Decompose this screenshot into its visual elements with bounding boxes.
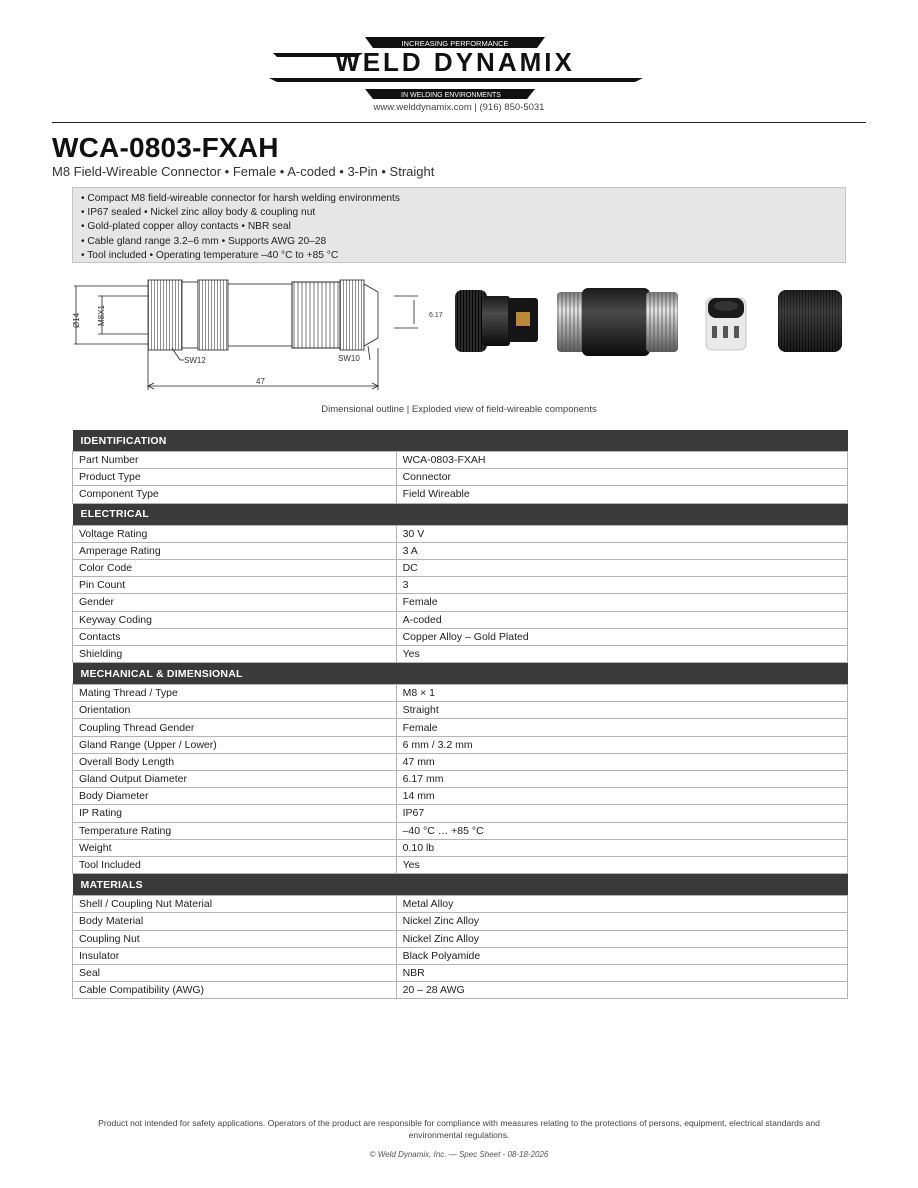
- spec-row: [73, 469, 848, 486]
- spec-row: [73, 982, 848, 999]
- spec-row: [73, 702, 848, 719]
- spec-value: Female: [396, 594, 847, 611]
- spec-label: Temperature Rating: [73, 822, 397, 839]
- spec-label: Coupling Thread Gender: [73, 719, 397, 736]
- spec-label: Body Material: [73, 913, 397, 930]
- dimensional-drawing: [74, 280, 418, 390]
- spec-row: [73, 947, 848, 964]
- spec-value: M8 × 1: [396, 685, 847, 702]
- spec-row: [73, 753, 848, 770]
- spec-row: [73, 685, 848, 702]
- spec-row: [73, 771, 848, 788]
- spec-value: DC: [396, 559, 847, 576]
- figure-caption: Dimensional outline | Exploded view of field-wireable components: [321, 404, 597, 415]
- spec-value: Straight: [396, 702, 847, 719]
- feature-item: • Cable gland range 3.2–6 mm • Supports AWG 20–28: [81, 235, 327, 247]
- spec-value: Yes: [396, 645, 847, 662]
- gland-insert-part: [706, 298, 746, 350]
- spec-row: [73, 628, 848, 645]
- spec-value: NBR: [396, 964, 847, 981]
- dim-diameter-label: Ø14: [72, 312, 81, 328]
- svg-text:IN WELDING ENVIRONMENTS: IN WELDING ENVIRONMENTS: [401, 92, 501, 99]
- spec-label: Insulator: [73, 947, 397, 964]
- spec-label: Keyway Coding: [73, 611, 397, 628]
- spec-value: 0.10 lb: [396, 839, 847, 856]
- spec-label: Seal: [73, 964, 397, 981]
- spec-label: Color Code: [73, 559, 397, 576]
- page-header: [0, 0, 918, 122]
- part-number-title: WCA-0803-FXAH: [52, 132, 279, 163]
- gland-nut-part: [778, 290, 842, 352]
- spec-value: A-coded: [396, 611, 847, 628]
- spec-row: [73, 542, 848, 559]
- spec-value: Metal Alloy: [396, 896, 847, 913]
- spec-label: Product Type: [73, 469, 397, 486]
- spec-value: Nickel Zinc Alloy: [396, 930, 847, 947]
- connector-head-part: [455, 290, 538, 352]
- spec-label: Gland Output Diameter: [73, 771, 397, 788]
- spec-label: Shell / Coupling Nut Material: [73, 896, 397, 913]
- spec-row: [73, 486, 848, 503]
- spec-label: Orientation: [73, 702, 397, 719]
- spec-row: [73, 822, 848, 839]
- spec-row: [73, 788, 848, 805]
- contact-line: www.welddynamix.com | (916) 850-5031: [373, 102, 545, 113]
- spec-row: [73, 719, 848, 736]
- spec-label: Tool Included: [73, 856, 397, 873]
- spec-value: Yes: [396, 856, 847, 873]
- spec-label: Pin Count: [73, 577, 397, 594]
- spec-label: Shielding: [73, 645, 397, 662]
- product-figure: [72, 268, 848, 400]
- section-header: [73, 874, 848, 896]
- exploded-components: [455, 288, 842, 356]
- phone-number: (916) 850-5031: [479, 102, 545, 113]
- spec-label: Gland Range (Upper / Lower): [73, 736, 397, 753]
- spec-row: [73, 930, 848, 947]
- spec-value: 6 mm / 3.2 mm: [396, 736, 847, 753]
- spec-value: –40 °C … +85 °C: [396, 822, 847, 839]
- spec-row: [73, 913, 848, 930]
- spec-row: [73, 452, 848, 469]
- spec-value: 20 – 28 AWG: [396, 982, 847, 999]
- spec-row: [73, 856, 848, 873]
- svg-text:INCREASING PERFORMANCE: INCREASING PERFORMANCE: [401, 39, 509, 48]
- section-header: [73, 430, 848, 452]
- section-title: IDENTIFICATION: [73, 430, 848, 452]
- spec-row: [73, 611, 848, 628]
- spec-label: Gender: [73, 594, 397, 611]
- section-header: [73, 663, 848, 685]
- copyright-line: © Weld Dynamix, Inc. — Spec Sheet - 08-18-2026: [369, 1150, 549, 1159]
- feature-item: • Gold-plated copper alloy contacts • NBR seal: [81, 221, 291, 233]
- spec-row: [73, 645, 848, 662]
- spec-value: 3 A: [396, 542, 847, 559]
- spec-value: Connector: [396, 469, 847, 486]
- spec-label: Coupling Nut: [73, 930, 397, 947]
- spec-value: 6.17 mm: [396, 771, 847, 788]
- spec-label: Amperage Rating: [73, 542, 397, 559]
- spec-value: Nickel Zinc Alloy: [396, 913, 847, 930]
- section-title: ELECTRICAL: [73, 503, 848, 525]
- features-box: [72, 187, 846, 263]
- spec-value: Copper Alloy – Gold Plated: [396, 628, 847, 645]
- spec-row: [73, 594, 848, 611]
- spec-row: [73, 577, 848, 594]
- spec-row: [73, 964, 848, 981]
- metal-body-part: [557, 288, 678, 356]
- section-title: MECHANICAL & DIMENSIONAL: [73, 663, 848, 685]
- spec-label: Voltage Rating: [73, 525, 397, 542]
- spec-label: Body Diameter: [73, 788, 397, 805]
- spec-value: 3: [396, 577, 847, 594]
- spec-label: Cable Compatibility (AWG): [73, 982, 397, 999]
- spec-value: IP67: [396, 805, 847, 822]
- spec-label: Weight: [73, 839, 397, 856]
- dim-gland-label: 6.17: [429, 312, 443, 319]
- safety-disclaimer: Product not intended for safety applications. Operators of the product are responsible for compliance with measures relating to the protections of persons, equipment, electrical standards and environmental regulations.: [98, 1118, 820, 1140]
- spec-label: Part Number: [73, 452, 397, 469]
- spec-row: [73, 559, 848, 576]
- spec-value: 30 V: [396, 525, 847, 542]
- spec-value: 14 mm: [396, 788, 847, 805]
- spec-value: Female: [396, 719, 847, 736]
- header-divider: [52, 122, 866, 123]
- spec-row: [73, 736, 848, 753]
- feature-item: • IP67 sealed • Nickel zinc alloy body & coupling nut: [81, 207, 316, 219]
- dim-sw-right-label: SW10: [338, 354, 360, 363]
- svg-text:WELD DYNAMIX: WELD DYNAMIX: [335, 47, 575, 77]
- spec-label: IP Rating: [73, 805, 397, 822]
- dim-sw-left-label: SW12: [184, 356, 206, 365]
- spec-value: Black Polyamide: [396, 947, 847, 964]
- weld-dynamix-logo: [265, 34, 655, 104]
- spec-label: Overall Body Length: [73, 753, 397, 770]
- spec-row: [73, 525, 848, 542]
- website-link[interactable]: www.welddynamix.com: [373, 102, 472, 113]
- spec-label: Component Type: [73, 486, 397, 503]
- dim-length-label: 47: [256, 377, 265, 386]
- section-title: MATERIALS: [73, 874, 848, 896]
- spec-label: Mating Thread / Type: [73, 685, 397, 702]
- feature-item: • Compact M8 field-wireable connector for harsh welding environments: [81, 193, 400, 204]
- spec-row: [73, 896, 848, 913]
- dim-thread-label: M8X1: [97, 305, 106, 326]
- spec-row: [73, 805, 848, 822]
- product-subtitle: M8 Field-Wireable Connector • Female • A-coded • 3-Pin • Straight: [52, 164, 435, 179]
- feature-item: • Tool included • Operating temperature –40 °C to +85 °C: [81, 249, 339, 261]
- section-header: [73, 503, 848, 525]
- spec-table: [72, 430, 848, 999]
- spec-value: WCA-0803-FXAH: [396, 452, 847, 469]
- spec-value: Field Wireable: [396, 486, 847, 503]
- spec-row: [73, 839, 848, 856]
- spec-label: Contacts: [73, 628, 397, 645]
- spec-value: 47 mm: [396, 753, 847, 770]
